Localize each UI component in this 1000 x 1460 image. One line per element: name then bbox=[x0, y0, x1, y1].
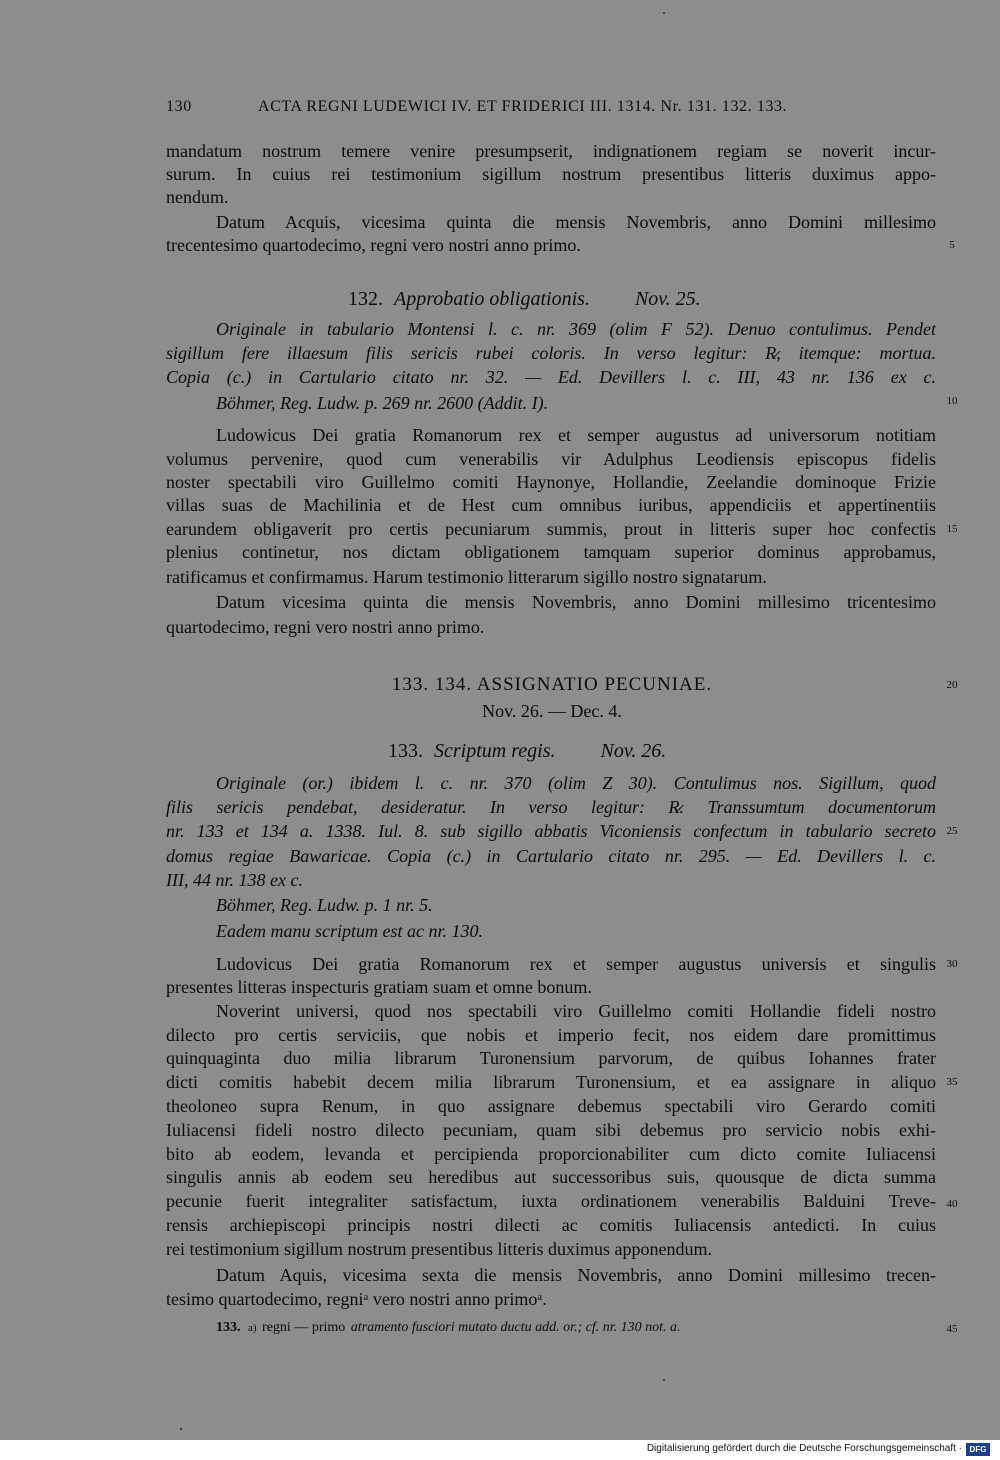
line-number: 40 bbox=[946, 1198, 958, 1210]
text-line: theoloneo supra Renum, in quo assignare debemus spectabili viro Gerardo comiti bbox=[166, 1096, 936, 1116]
section-heading: 133. 134. ASSIGNATIO PECUNIAE. bbox=[391, 674, 713, 695]
doc-132-number: 132. bbox=[348, 288, 383, 310]
text-line: Datum vicesima quinta die mensis Novembris, anno Domini millesimo tricentesimo bbox=[216, 592, 936, 612]
apparatus-line: sigillum fere illaesum filis sericis rubei coloris. In verso legitur: R̷, itemque: mortua. bbox=[166, 343, 936, 363]
doc-133-number: 133. bbox=[388, 740, 423, 762]
text-line: bito ab eodem, levanda et percipienda proporcionabiliter cum dicto comite Iuliacensi bbox=[166, 1144, 936, 1164]
footnote-text: atramento fusciori mutato ductu add. or.; cf. nr. 130 not. a. bbox=[350, 1320, 681, 1335]
line-number: 10 bbox=[946, 395, 958, 407]
apparatus-line: Originale (or.) ibidem l. c. nr. 370 (olim Z 30). Contulimus nos. Sigillum, quod bbox=[216, 773, 936, 793]
text-line: presentes litteras inspecturis gratiam suam et omne bonum. bbox=[166, 977, 592, 997]
footnote-number: 133. bbox=[216, 1320, 241, 1335]
doc-132-title: Approbatio obligationis. bbox=[394, 288, 590, 310]
dfg-logo: DFG bbox=[966, 1443, 990, 1456]
text-line: dilecto pro certis serviciis, que nobis et imperio fecit, nos eidem dare promittimus bbox=[166, 1025, 936, 1045]
doc-132-heading bbox=[348, 288, 701, 311]
text-line: quinquaginta duo milia librarum Turonensium parvorum, de quibus Iohannes frater bbox=[166, 1048, 936, 1068]
apparatus-line: nr. 133 et 134 a. 1338. Iul. 8. sub sigillo abbatis Viconiensis confectum in tabulario secreto bbox=[166, 821, 936, 841]
text-line: Iuliacensi fideli nostro dilecto pecuniam, quam sibi debemus pro servicio nobis exhi- bbox=[166, 1120, 936, 1140]
text-line: surum. In cuius rei testimonium sigillum nostrum presentibus litteris duximus appo- bbox=[166, 164, 936, 184]
footnote-marker: a) bbox=[248, 1322, 257, 1334]
doc-132-date: Nov. 25. bbox=[634, 288, 701, 310]
line-number: 15 bbox=[946, 523, 958, 535]
line-number: 25 bbox=[946, 825, 958, 837]
text-line: singulis annis ab eodem seu heredibus aut successoribus suis, quousque de dicta summa bbox=[166, 1167, 936, 1187]
text-line: mandatum nostrum temere venire presumpserit, indignationem regiam se noverit incur- bbox=[166, 141, 936, 161]
text-line: trecentesimo quartodecimo, regni vero nostri anno primo. bbox=[166, 235, 581, 255]
scan-speck bbox=[663, 12, 665, 14]
text-line: quartodecimo, regni vero nostri anno primo. bbox=[166, 617, 485, 637]
apparatus-line: Böhmer, Reg. Ludw. p. 269 nr. 2600 (Addit. I). bbox=[216, 393, 549, 413]
text-line: villas suas de Machilinia et de Hest cum omnibus iuribus, appendiciis et appertinentiis bbox=[166, 495, 936, 515]
line-number: 30 bbox=[946, 958, 958, 970]
doc-133-heading bbox=[388, 740, 666, 763]
line-number: 35 bbox=[946, 1076, 958, 1088]
text-line: Datum Aquis, vicesima sexta die mensis Novembris, anno Domini millesimo trecen- bbox=[216, 1265, 936, 1285]
footer-bar bbox=[0, 1440, 1000, 1460]
text-line: volumus pervenire, quod cum venerabilis vir Adulphus Leodiensis episcopus fidelis bbox=[166, 449, 936, 469]
apparatus-line: Eadem manu scriptum est ac nr. 130. bbox=[216, 921, 483, 941]
text-line: Ludovicus Dei gratia Romanorum rex et semper augustus universis et singulis bbox=[216, 954, 936, 974]
text-line: plenius continetur, nos dictam obligationem tamquam superior dominus approbamus, bbox=[166, 542, 936, 562]
text-line: dicti comitis habebit decem milia librarum Turonensium, et ea assignare in aliquo bbox=[166, 1072, 936, 1092]
line-number: 5 bbox=[949, 239, 955, 251]
footer-credit: Digitalisierung gefördert durch die Deutsche Forschungsgemeinschaft · bbox=[646, 1443, 962, 1454]
text-line: pecunie fuerit integraliter satisfactum, iuxta ordinationem venerabilis Balduini Treve- bbox=[166, 1191, 936, 1211]
apparatus-line: Originale in tabulario Montensi l. c. nr. 369 (olim F 52). Denuo contulimus. Pendet bbox=[216, 319, 936, 339]
doc-133-date: Nov. 26. bbox=[600, 740, 667, 762]
text-line: earundem obligaverit pro certis pecuniarum summis, prout in litteris super hoc confectis bbox=[166, 519, 936, 539]
page-number: 130 bbox=[166, 98, 192, 115]
text-line: noster spectabili viro Guillelmo comiti Haynonye, Hollandie, Zeelandie dominoque Frizie bbox=[166, 472, 936, 492]
scan-speck bbox=[180, 1428, 182, 1430]
text-line: rensis archiepiscopi principis nostri dilecti ac comitis Iuliacensis antedicti. In cuius bbox=[166, 1215, 936, 1235]
doc-133-title: Scriptum regis. bbox=[434, 740, 556, 762]
text-line: Noverint universi, quod nos spectabili viro Guillelmo comiti Hollandie fideli nostro bbox=[216, 1001, 936, 1021]
text-line: Datum Acquis, vicesima quinta die mensis Novembris, anno Domini millesimo bbox=[216, 212, 936, 232]
footnote bbox=[216, 1320, 681, 1336]
apparatus-line: III, 44 nr. 138 ex c. bbox=[166, 870, 303, 890]
footnote-lemma: regni — primo bbox=[262, 1320, 346, 1335]
apparatus-line: filis sericis pendebat, desideratur. In verso legitur: R̷. Transsumtum documentorum bbox=[166, 797, 936, 817]
running-title: ACTA REGNI LUDEWICI IV. ET FRIDERICI III. 1314. Nr. 131. 132. 133. bbox=[258, 98, 788, 115]
line-number: 20 bbox=[946, 679, 958, 691]
line-number: 45 bbox=[946, 1323, 958, 1335]
text-line: Ludowicus Dei gratia Romanorum rex et semper augustus ad universorum notitiam bbox=[216, 425, 936, 445]
apparatus-line: Copia (c.) in Cartulario citato nr. 32. — Ed. Devillers l. c. III, 43 nr. 136 ex c. bbox=[166, 367, 936, 387]
text-line: nendum. bbox=[166, 187, 229, 207]
scan-speck bbox=[663, 1379, 665, 1381]
text-line: rei testimonium sigillum nostrum presentibus litteris duximus apponendum. bbox=[166, 1239, 712, 1259]
section-dates: Nov. 26. — Dec. 4. bbox=[482, 701, 622, 721]
text-line: ratificamus et confirmamus. Harum testimonio litterarum sigillo nostro signatarum. bbox=[166, 567, 767, 587]
apparatus-line: domus regiae Bawaricae. Copia (c.) in Cartulario citato nr. 295. — Ed. Devillers l. c. bbox=[166, 846, 936, 866]
apparatus-line: Böhmer, Reg. Ludw. p. 1 nr. 5. bbox=[216, 895, 433, 915]
text-line: tesimo quartodecimo, regniᵃ vero nostri anno primoᵃ. bbox=[166, 1289, 547, 1309]
